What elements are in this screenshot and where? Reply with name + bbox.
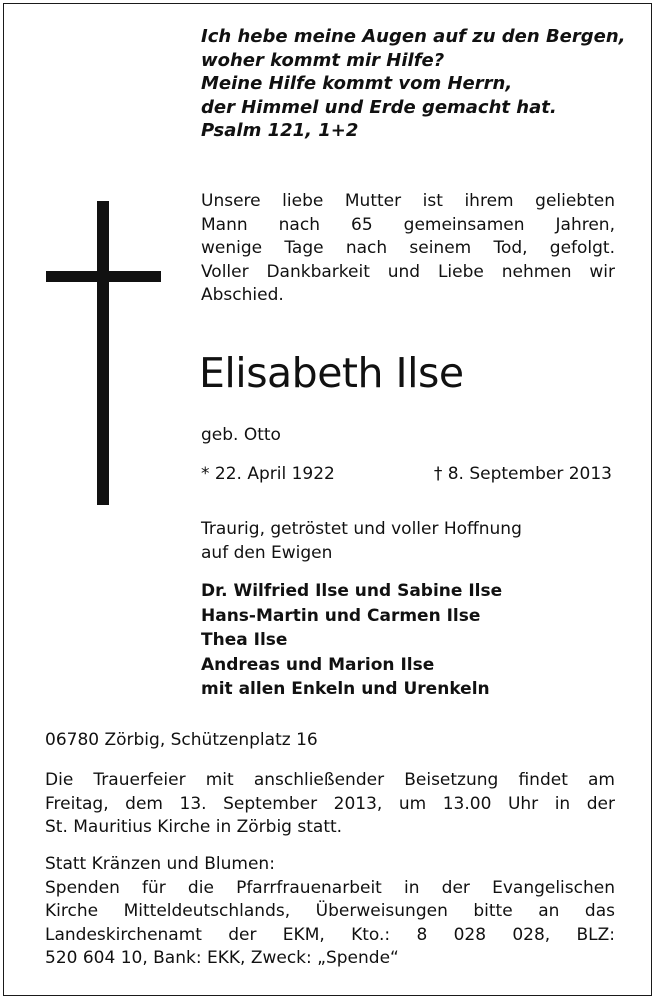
intro-line: Voller Dankbarkeit und Liebe nehmen wir <box>201 261 615 282</box>
cross-horizontal-bar <box>46 271 161 282</box>
donation-heading: Statt Kränzen und Blumen: <box>45 854 275 874</box>
psalm-line: woher kommt mir Hilfe? <box>201 49 445 71</box>
family-member: Dr. Wilfried Ilse und Sabine Ilse <box>201 581 503 601</box>
intro-line: Abschied. <box>201 285 284 305</box>
family-member: Thea Ilse <box>201 630 288 650</box>
mourning-line: Traurig, getröstet und voller Hoffnung <box>201 519 522 539</box>
intro-line: Mann nach 65 gemeinsamen Jahren, <box>201 214 615 235</box>
psalm-reference: Psalm 121, 1+2 <box>201 120 359 141</box>
mourning-line: auf den Ewigen <box>201 542 333 563</box>
funeral-line: St. Mauritius Kirche in Zörbig statt. <box>45 817 343 837</box>
donation-line: Kirche Mitteldeutschlands, Überweisungen bitte an das <box>45 901 615 921</box>
donation-line: Landeskirchenamt der EKM, Kto.: 8 028 028, BLZ: <box>45 924 615 945</box>
death-date: † 8. September 2013 <box>433 464 612 484</box>
deceased-name: Elisabeth Ilse <box>199 349 464 397</box>
psalm-line: der Himmel und Erde gemacht hat. <box>201 96 557 118</box>
family-list <box>201 579 502 702</box>
intro-text <box>201 190 615 308</box>
donation-notice <box>45 853 615 971</box>
maiden-name: geb. Otto <box>201 425 281 445</box>
psalm-line: Meine Hilfe kommt vom Herrn, <box>201 73 513 94</box>
cross-vertical-bar <box>97 201 109 505</box>
birth-date: * 22. April 1922 <box>201 464 335 484</box>
funeral-line: Freitag, dem 13. September 2013, um 13.00 Uhr in der <box>45 793 615 814</box>
family-member: Hans-Martin und Carmen Ilse <box>201 605 481 626</box>
mourning-text <box>201 518 522 565</box>
address: 06780 Zörbig, Schützenplatz 16 <box>45 730 318 750</box>
donation-line: Spenden für die Pfarrfrauenarbeit in der Evangelischen <box>45 877 615 898</box>
funeral-notice <box>45 769 615 840</box>
funeral-line: Die Trauerfeier mit anschließender Beisetzung findet am <box>45 770 615 790</box>
donation-line: 520 604 10, Bank: EKK, Zweck: „Spende“ <box>45 948 399 968</box>
life-dates <box>201 464 615 488</box>
psalm-line: Ich hebe meine Augen auf zu den Bergen, <box>201 26 626 47</box>
family-member: Andreas und Marion Ilse <box>201 654 435 675</box>
psalm-quote <box>201 25 631 143</box>
family-member: mit allen Enkeln und Urenkeln <box>201 679 490 699</box>
intro-line: wenige Tage nach seinem Tod, gefolgt. <box>201 238 615 258</box>
intro-line: Unsere liebe Mutter ist ihrem geliebten <box>201 191 615 211</box>
